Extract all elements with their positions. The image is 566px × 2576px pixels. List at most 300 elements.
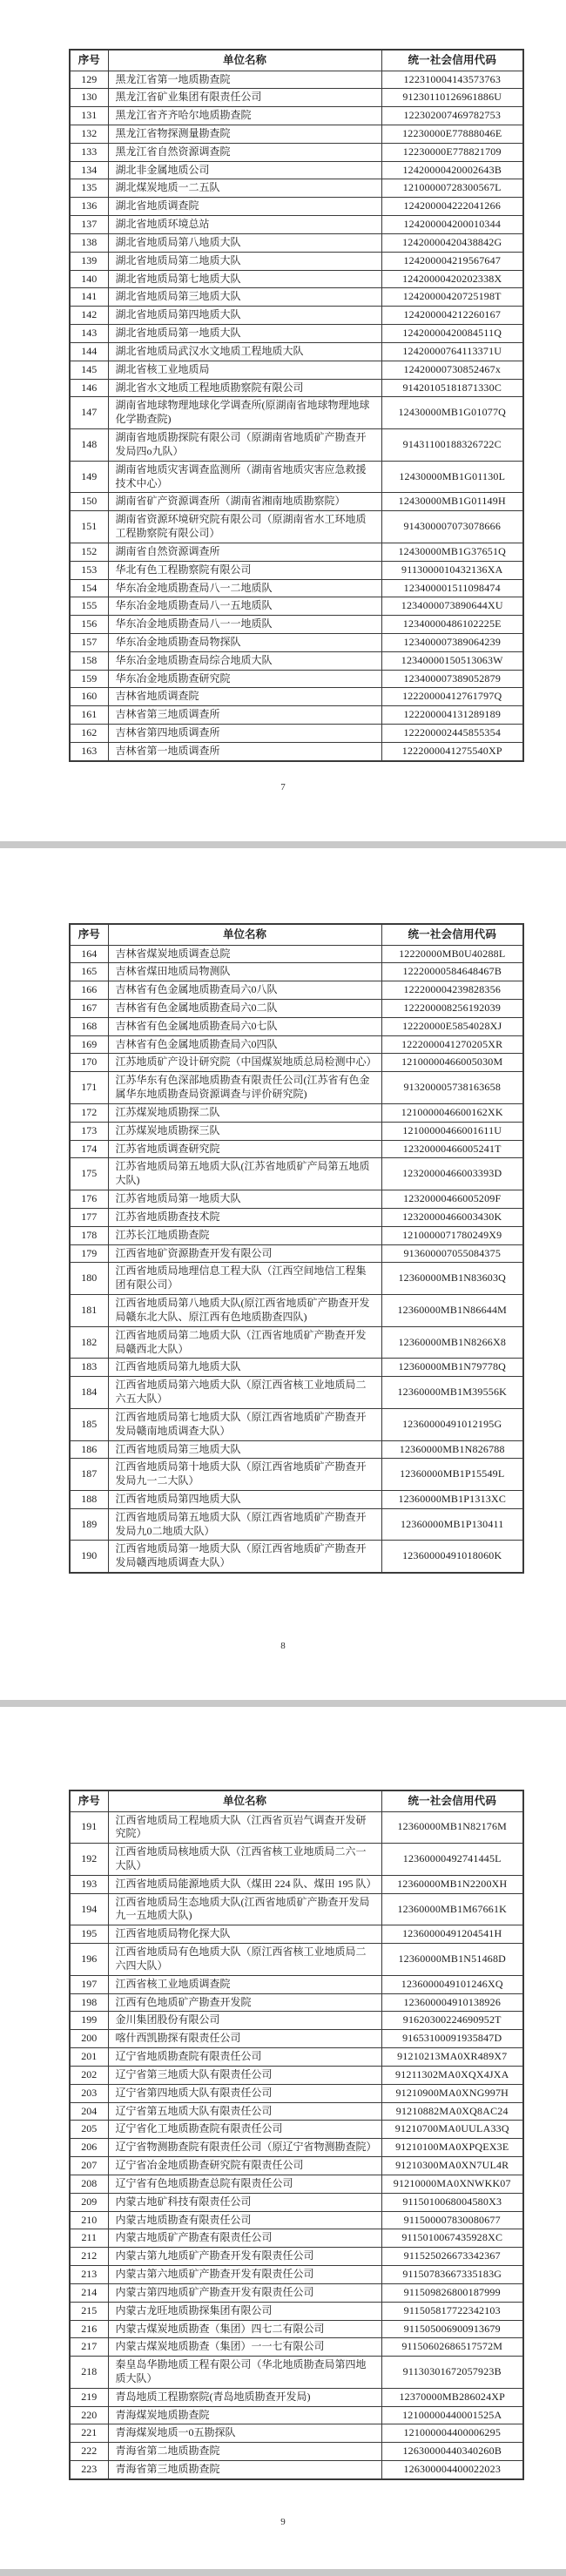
row-index-cell: 169 xyxy=(70,1035,108,1054)
table-row xyxy=(70,1226,523,1244)
credit-code-cell: 12370000MB286024XP xyxy=(381,2388,523,2406)
credit-code-cell: 913600007055084375 xyxy=(381,1244,523,1263)
credit-code-cell: 123600004910138926 xyxy=(381,1993,523,2012)
unit-name-cell: 江西省地质局第六地质大队（原江西省核工业地质局二六五大队） xyxy=(108,1377,381,1409)
row-index-cell: 187 xyxy=(70,1459,108,1491)
row-index-cell: 133 xyxy=(70,143,108,161)
table-row xyxy=(70,742,523,760)
unit-name-cell: 华东冶金地质勘查研究院 xyxy=(108,670,381,688)
table-row xyxy=(70,2030,523,2048)
row-index-cell: 177 xyxy=(70,1208,108,1226)
table-row xyxy=(70,1459,523,1491)
credit-code-cell: 124200004219567647 xyxy=(381,252,523,270)
table-row xyxy=(70,1508,523,1541)
table-row xyxy=(70,1359,523,1377)
row-index-cell: 220 xyxy=(70,2406,108,2424)
credit-code-cell: 122200002445855354 xyxy=(381,725,523,743)
unit-name-cell: 辽宁省第四地质大队有限责任公司 xyxy=(108,2084,381,2102)
credit-code-cell: 91230110126961886U xyxy=(381,89,523,107)
column-header-unit-name: 单位名称 xyxy=(108,924,381,945)
unit-name-cell: 江苏煤炭地质勘探三队 xyxy=(108,1122,381,1140)
page-separator xyxy=(0,2569,566,2576)
table-row xyxy=(70,107,523,125)
table-row xyxy=(70,1811,523,1844)
credit-code-cell: 12430000MB1G01149H xyxy=(381,493,523,511)
table-row xyxy=(70,1326,523,1359)
table-body xyxy=(70,1811,523,2479)
credit-code-cell: 1222000041270205XR xyxy=(381,1035,523,1054)
row-index-cell: 170 xyxy=(70,1054,108,1072)
row-index-cell: 212 xyxy=(70,2248,108,2266)
table-row xyxy=(70,179,523,198)
unit-name-cell: 青海省第二地质勘查院 xyxy=(108,2443,381,2461)
credit-code-cell: 12360000492741445L xyxy=(381,1844,523,1876)
row-index-cell: 155 xyxy=(70,597,108,616)
credit-code-cell: 12360000MB1N86644M xyxy=(381,1295,523,1327)
row-index-cell: 153 xyxy=(70,561,108,579)
table-row xyxy=(70,2229,523,2248)
row-index-cell: 158 xyxy=(70,651,108,670)
row-index-cell: 186 xyxy=(70,1440,108,1459)
row-index-cell: 183 xyxy=(70,1359,108,1377)
unit-name-cell: 江西省地质局第七地质大队（原江西省地质矿产勘查开发局赣南地质调查大队） xyxy=(108,1408,381,1440)
unit-name-cell: 江苏长江地质勘查院 xyxy=(108,1226,381,1244)
unit-name-cell: 江西省地质局能源地质大队（煤田 224 队、煤田 195 队） xyxy=(108,1875,381,1893)
unit-name-cell: 湖北省核工业地质局 xyxy=(108,361,381,379)
row-index-cell: 196 xyxy=(70,1944,108,1976)
unit-name-cell: 湖北省地质局武汉水文地质工程地质大队 xyxy=(108,342,381,361)
unit-name-cell: 吉林省地质调查院 xyxy=(108,688,381,706)
table-row xyxy=(70,1017,523,1035)
credit-code-cell: 12100000440001525A xyxy=(381,2406,523,2424)
unit-name-cell: 江西省地质局物化探大队 xyxy=(108,1925,381,1944)
unit-name-cell: 江苏省地质调查研究院 xyxy=(108,1140,381,1158)
credit-code-cell: 9113000010432136XA xyxy=(381,561,523,579)
credit-code-cell: 121000004400006295 xyxy=(381,2424,523,2443)
unit-name-cell: 江苏地质矿产设计研究院（中国煤炭地质总局检测中心） xyxy=(108,1054,381,1072)
unit-name-cell: 内蒙古第六地质矿产勘查开发有限责任公司 xyxy=(108,2266,381,2284)
row-index-cell: 210 xyxy=(70,2211,108,2229)
credit-code-cell: 12360000MB1N8266X8 xyxy=(381,1326,523,1359)
table-row xyxy=(70,89,523,107)
row-index-cell: 180 xyxy=(70,1263,108,1295)
unit-name-cell: 江苏省地质勘查技术院 xyxy=(108,1208,381,1226)
row-index-cell: 206 xyxy=(70,2139,108,2157)
row-index-cell: 202 xyxy=(70,2066,108,2084)
unit-name-cell: 江西省核工业地质调查院 xyxy=(108,1975,381,1993)
table-header-row xyxy=(70,1790,523,1811)
row-index-cell: 156 xyxy=(70,616,108,634)
credit-code-cell: 12420000420084511Q xyxy=(381,325,523,343)
credit-code-cell: 12430000MB1G01077Q xyxy=(381,397,523,429)
table-row xyxy=(70,270,523,288)
credit-code-cell: 91150602686517572M xyxy=(381,2338,523,2357)
table-row xyxy=(70,2357,523,2389)
column-header-credit-code: 统一社会信用代码 xyxy=(381,1790,523,1811)
table-row xyxy=(70,2406,523,2424)
table-row xyxy=(70,216,523,234)
row-index-cell: 195 xyxy=(70,1925,108,1944)
table-row xyxy=(70,143,523,161)
row-index-cell: 150 xyxy=(70,493,108,511)
unit-name-cell: 湖南省地质灾害调查监测所（湖南省地质灾害应急救援技术中心） xyxy=(108,461,381,493)
table-row xyxy=(70,1208,523,1226)
table-row xyxy=(70,2157,523,2175)
credit-code-cell: 12320000466003393D xyxy=(381,1158,523,1190)
credit-code-cell: 12360000MB1N51468D xyxy=(381,1944,523,1976)
credit-code-cell: 12360000MB1P15549L xyxy=(381,1459,523,1491)
table-row xyxy=(70,1035,523,1054)
table-row xyxy=(70,2461,523,2479)
unit-name-cell: 青海省第三地质勘查院 xyxy=(108,2461,381,2479)
credit-code-cell: 124200004212260167 xyxy=(381,307,523,325)
credit-code-cell: 12360000MB1N2200XH xyxy=(381,1875,523,1893)
table-row xyxy=(70,561,523,579)
credit-code-cell: 91211302MA0XQX4JXA xyxy=(381,2066,523,2084)
row-index-cell: 215 xyxy=(70,2302,108,2320)
row-index-cell: 217 xyxy=(70,2338,108,2357)
document-page xyxy=(0,0,566,841)
row-index-cell: 188 xyxy=(70,1491,108,1509)
table-row xyxy=(70,2048,523,2067)
unit-name-cell: 吉林省第四地质调查所 xyxy=(108,725,381,743)
unit-name-cell: 吉林省有色金属地质勘查局六0八队 xyxy=(108,981,381,1000)
row-index-cell: 154 xyxy=(70,579,108,597)
table-row xyxy=(70,1408,523,1440)
unit-name-cell: 湖北省地质局第八地质大队 xyxy=(108,233,381,252)
row-index-cell: 197 xyxy=(70,1975,108,1993)
unit-name-cell: 江西省地质局核地质大队（江西省核工业地质局二六一大队） xyxy=(108,1844,381,1876)
table-row xyxy=(70,252,523,270)
credit-code-cell: 12420000764113371U xyxy=(381,342,523,361)
unit-name-cell: 江西省地质局地理信息工程大队（江西空间地信工程集团有限公司） xyxy=(108,1263,381,1295)
table-row xyxy=(70,288,523,307)
credit-code-cell: 12360000MB1M39556K xyxy=(381,1377,523,1409)
table-row xyxy=(70,1158,523,1190)
table-row xyxy=(70,1122,523,1140)
unit-name-cell: 华北有色工程勘察院有限公司 xyxy=(108,561,381,579)
unit-name-cell: 吉林省煤炭地质调查总院 xyxy=(108,945,381,963)
credit-code-cell: 12420000420725198T xyxy=(381,288,523,307)
row-index-cell: 159 xyxy=(70,670,108,688)
unit-name-cell: 湖南省自然资源调查所 xyxy=(108,543,381,561)
row-index-cell: 214 xyxy=(70,2283,108,2302)
unit-name-cell: 江苏省地质局第一地质大队 xyxy=(108,1190,381,1209)
row-index-cell: 146 xyxy=(70,379,108,397)
table-row xyxy=(70,1491,523,1509)
credit-code-cell: 12360000MB1P1313XC xyxy=(381,1491,523,1509)
table-row xyxy=(70,1844,523,1876)
table-row xyxy=(70,670,523,688)
table-row xyxy=(70,2139,523,2157)
unit-name-cell: 辽宁省冶金地质勘查研究院有限责任公司 xyxy=(108,2157,381,2175)
table-row xyxy=(70,2302,523,2320)
row-index-cell: 151 xyxy=(70,511,108,543)
credit-code-cell: 126300004400022023 xyxy=(381,2461,523,2479)
credit-code-cell: 12630000440340260B xyxy=(381,2443,523,2461)
credit-code-cell: 91431100188326722C xyxy=(381,429,523,462)
row-index-cell: 176 xyxy=(70,1190,108,1209)
row-index-cell: 139 xyxy=(70,252,108,270)
row-index-cell: 130 xyxy=(70,89,108,107)
table-row xyxy=(70,634,523,652)
column-header-credit-code: 统一社会信用代码 xyxy=(381,50,523,71)
row-index-cell: 160 xyxy=(70,688,108,706)
credit-code-cell: 1236000049101246XQ xyxy=(381,1975,523,1993)
row-index-cell: 144 xyxy=(70,342,108,361)
table-row xyxy=(70,1103,523,1122)
unit-name-cell: 湖南省地球物理地球化学调查所(原湖南省地球物理地球化学勘查院) xyxy=(108,397,381,429)
table-row xyxy=(70,1295,523,1327)
unit-name-cell: 黑龙江省物探测量勘查院 xyxy=(108,125,381,143)
credit-code-cell: 123400001511098474 xyxy=(381,579,523,597)
unit-name-cell: 黑龙江省第一地质勘查院 xyxy=(108,71,381,89)
unit-name-cell: 湖北省水文地质工程地质勘察院有限公司 xyxy=(108,379,381,397)
table-row xyxy=(70,307,523,325)
unit-name-cell: 吉林省有色金属地质勘查局六0七队 xyxy=(108,1017,381,1035)
unit-name-cell: 黑龙江省自然资源调查院 xyxy=(108,143,381,161)
row-index-cell: 174 xyxy=(70,1140,108,1158)
credit-code-cell: 91210700MA0UULA33Q xyxy=(381,2121,523,2139)
unit-name-cell: 江西省地质局第一地质大队（原江西省地质矿产勘查开发局赣西地质调查大队） xyxy=(108,1541,381,1573)
unit-name-cell: 吉林省第三地质调查所 xyxy=(108,706,381,725)
row-index-cell: 145 xyxy=(70,361,108,379)
row-index-cell: 162 xyxy=(70,725,108,743)
table-row xyxy=(70,233,523,252)
unit-name-cell: 华东冶金地质勘查局八一一地质队 xyxy=(108,616,381,634)
unit-name-cell: 湖北省地质环境总站 xyxy=(108,216,381,234)
unit-name-cell: 江苏华东有色深部地质勘查有限责任公司(江苏省有色金属华东地质勘查局资源调查与评价研究院) xyxy=(108,1072,381,1104)
credit-code-cell: 1210000071780249X9 xyxy=(381,1226,523,1244)
row-index-cell: 179 xyxy=(70,1244,108,1263)
row-index-cell: 131 xyxy=(70,107,108,125)
table-row xyxy=(70,945,523,963)
column-header-unit-name: 单位名称 xyxy=(108,1790,381,1811)
unit-name-cell: 湖北煤炭地质一二五队 xyxy=(108,179,381,198)
unit-name-cell: 湖北省地质局第一地质大队 xyxy=(108,325,381,343)
row-index-cell: 152 xyxy=(70,543,108,561)
unit-name-cell: 内蒙古第九地质矿产勘查开发有限责任公司 xyxy=(108,2248,381,2266)
table-row xyxy=(70,71,523,89)
credit-code-cell: 124200004222041266 xyxy=(381,198,523,216)
unit-name-cell: 辽宁省化工地质勘查院有限责任公司 xyxy=(108,2121,381,2139)
credit-code-cell: 12100000728300567L xyxy=(381,179,523,198)
table-row xyxy=(70,597,523,616)
unit-name-cell: 金川集团股份有限公司 xyxy=(108,2012,381,2030)
unit-name-cell: 江苏省地质局第五地质大队(江苏省地质矿产局第五地质大队) xyxy=(108,1158,381,1190)
credit-code-cell: 12360000MB1N82176M xyxy=(381,1811,523,1844)
credit-code-cell: 91150783667335183G xyxy=(381,2266,523,2284)
unit-name-cell: 内蒙古煤炭地质勘查（集团）四七二有限公司 xyxy=(108,2320,381,2338)
units-table xyxy=(69,1790,524,2480)
row-index-cell: 223 xyxy=(70,2461,108,2479)
page-number: 9 xyxy=(280,2517,286,2527)
table-row xyxy=(70,2320,523,2338)
table-row xyxy=(70,2084,523,2102)
unit-name-cell: 江西省地质局第四地质大队 xyxy=(108,1491,381,1509)
credit-code-cell: 12360000MB1N83603Q xyxy=(381,1263,523,1295)
table-row xyxy=(70,1975,523,1993)
row-index-cell: 200 xyxy=(70,2030,108,2048)
table-row xyxy=(70,379,523,397)
unit-name-cell: 江西省地质局生态地质大队(江西省地质矿产勘查开发局九一五地质大队) xyxy=(108,1893,381,1925)
credit-code-cell: 12420000730852467x xyxy=(381,361,523,379)
credit-code-cell: 12360000491204541H xyxy=(381,1925,523,1944)
table-body xyxy=(70,71,523,761)
credit-code-cell: 122302007469782753 xyxy=(381,107,523,125)
table-row xyxy=(70,2266,523,2284)
table-row xyxy=(70,198,523,216)
table-row xyxy=(70,1925,523,1944)
unit-name-cell: 黑龙江省矿业集团有限责任公司 xyxy=(108,89,381,107)
unit-name-cell: 内蒙古地质矿产勘查有限责任公司 xyxy=(108,2229,381,2248)
row-index-cell: 129 xyxy=(70,71,108,89)
page-number: 7 xyxy=(280,782,286,792)
row-index-cell: 219 xyxy=(70,2388,108,2406)
unit-name-cell: 辽宁省有色地质勘查总院有限责任公司 xyxy=(108,2175,381,2193)
table-row xyxy=(70,1993,523,2012)
row-index-cell: 205 xyxy=(70,2121,108,2139)
row-index-cell: 166 xyxy=(70,981,108,1000)
unit-name-cell: 江西省地质局第五地质大队（原江西省地质矿产勘查开发局九0二地质大队） xyxy=(108,1508,381,1541)
row-index-cell: 182 xyxy=(70,1326,108,1359)
credit-code-cell: 1234000073890644XU xyxy=(381,597,523,616)
row-index-cell: 175 xyxy=(70,1158,108,1190)
table-row xyxy=(70,1440,523,1459)
row-index-cell: 181 xyxy=(70,1295,108,1327)
row-index-cell: 213 xyxy=(70,2266,108,2284)
credit-code-cell: 12430000MB1G37651Q xyxy=(381,543,523,561)
table-row xyxy=(70,325,523,343)
table-row xyxy=(70,461,523,493)
row-index-cell: 209 xyxy=(70,2193,108,2211)
document-page xyxy=(0,1707,566,2569)
table-row xyxy=(70,342,523,361)
table-row xyxy=(70,2066,523,2084)
unit-name-cell: 吉林省煤田地质局物测队 xyxy=(108,963,381,981)
credit-code-cell: 122200004239828356 xyxy=(381,981,523,1000)
unit-name-cell: 湖北省地质局第二地质大队 xyxy=(108,252,381,270)
credit-code-cell: 91653100091935847D xyxy=(381,2030,523,2048)
unit-name-cell: 黑龙江省齐齐哈尔地质勘查院 xyxy=(108,107,381,125)
table-header-row xyxy=(70,50,523,71)
credit-code-cell: 12100000466001611U xyxy=(381,1122,523,1140)
credit-code-cell: 91620300224690952T xyxy=(381,2012,523,2030)
unit-name-cell: 辽宁省第五地质大队有限责任公司 xyxy=(108,2102,381,2121)
table-row xyxy=(70,161,523,179)
row-index-cell: 184 xyxy=(70,1377,108,1409)
row-index-cell: 165 xyxy=(70,963,108,981)
table-row xyxy=(70,1054,523,1072)
credit-code-cell: 12220000584648467B xyxy=(381,963,523,981)
row-index-cell: 185 xyxy=(70,1408,108,1440)
table-row xyxy=(70,1377,523,1409)
row-index-cell: 164 xyxy=(70,945,108,963)
credit-code-cell: 12360000MB1N79778Q xyxy=(381,1359,523,1377)
row-index-cell: 216 xyxy=(70,2320,108,2338)
unit-name-cell: 湖北省地质局第四地质大队 xyxy=(108,307,381,325)
unit-name-cell: 华东冶金地质勘查局八一五地质队 xyxy=(108,597,381,616)
unit-name-cell: 秦皇岛华勘地质工程有限公司（华北地质勘查局第四地质大队） xyxy=(108,2357,381,2389)
unit-name-cell: 江西省地质局第三地质大队 xyxy=(108,1440,381,1459)
table-row xyxy=(70,493,523,511)
unit-name-cell: 江西省地质局第十地质大队（原江西省地质矿产勘查开发局九一二大队） xyxy=(108,1459,381,1491)
credit-code-cell: 12230000E778821709 xyxy=(381,143,523,161)
row-index-cell: 163 xyxy=(70,742,108,760)
column-header-credit-code: 统一社会信用代码 xyxy=(381,924,523,945)
table-row xyxy=(70,2338,523,2357)
document-page xyxy=(0,848,566,1700)
unit-name-cell: 华东冶金地质勘查局物探队 xyxy=(108,634,381,652)
unit-name-cell: 江西省地质局第二地质大队（江西省地质矿产勘查开发局赣西北大队） xyxy=(108,1326,381,1359)
row-index-cell: 191 xyxy=(70,1811,108,1844)
unit-name-cell: 内蒙古第四地质矿产勘查开发有限责任公司 xyxy=(108,2283,381,2302)
credit-code-cell: 12220000E5854028XJ xyxy=(381,1017,523,1035)
table-row xyxy=(70,1944,523,1976)
credit-code-cell: 12360000MB1P130411 xyxy=(381,1508,523,1541)
credit-code-cell: 12420000420202338X xyxy=(381,270,523,288)
unit-name-cell: 湖南省矿产资源调查所（湖南省湘南地质勘察院） xyxy=(108,493,381,511)
credit-code-cell: 12360000MB1M67661K xyxy=(381,1893,523,1925)
table-row xyxy=(70,2283,523,2302)
credit-code-cell: 911509826800187999 xyxy=(381,2283,523,2302)
table-row xyxy=(70,543,523,561)
unit-name-cell: 江西省地矿资源勘查开发有限公司 xyxy=(108,1244,381,1263)
column-header-unit-name: 单位名称 xyxy=(108,50,381,71)
credit-code-cell: 91210100MA0XPQEX3E xyxy=(381,2139,523,2157)
table-row xyxy=(70,1541,523,1573)
unit-name-cell: 江西省地质局有色地质大队（原江西省核工业地质局二六四大队） xyxy=(108,1944,381,1976)
table-row xyxy=(70,2102,523,2121)
unit-name-cell: 内蒙古地质勘查有限责任公司 xyxy=(108,2211,381,2229)
column-header-index: 序号 xyxy=(70,1790,108,1811)
unit-name-cell: 吉林省有色金属地质勘查局六0二队 xyxy=(108,999,381,1017)
unit-name-cell: 青海煤炭地质一0五勘探队 xyxy=(108,2424,381,2443)
table-body xyxy=(70,945,523,1573)
credit-code-cell: 12220000412761797Q xyxy=(381,688,523,706)
table-row xyxy=(70,1244,523,1263)
unit-name-cell: 吉林省有色金属地质勘查局六0四队 xyxy=(108,1035,381,1054)
credit-code-cell: 12340000486102225E xyxy=(381,616,523,634)
credit-code-cell: 914300007073078666 xyxy=(381,511,523,543)
unit-name-cell: 江西省地质局工程地质大队（江西省页岩气调查开发研究院） xyxy=(108,1811,381,1844)
page-separator xyxy=(0,841,566,848)
column-header-index: 序号 xyxy=(70,50,108,71)
credit-code-cell: 91210900MA0XNG997H xyxy=(381,2084,523,2102)
table-row xyxy=(70,981,523,1000)
credit-code-cell: 122310004143573763 xyxy=(381,71,523,89)
credit-code-cell: 1210000046600162XK xyxy=(381,1103,523,1122)
credit-code-cell: 9115010067435928XC xyxy=(381,2229,523,2248)
table-row xyxy=(70,1072,523,1104)
credit-code-cell: 12320000466003430K xyxy=(381,1208,523,1226)
page-separator xyxy=(0,1700,566,1707)
row-index-cell: 140 xyxy=(70,270,108,288)
unit-name-cell: 江西省地质局第九地质大队 xyxy=(108,1359,381,1377)
unit-name-cell: 辽宁省第三地质大队有限责任公司 xyxy=(108,2066,381,2084)
table-row xyxy=(70,1263,523,1295)
table-header-row xyxy=(70,924,523,945)
row-index-cell: 208 xyxy=(70,2175,108,2193)
row-index-cell: 221 xyxy=(70,2424,108,2443)
row-index-cell: 190 xyxy=(70,1541,108,1573)
row-index-cell: 192 xyxy=(70,1844,108,1876)
unit-name-cell: 吉林省第一地质调查所 xyxy=(108,742,381,760)
row-index-cell: 198 xyxy=(70,1993,108,2012)
credit-code-cell: 12360000MB1N826788 xyxy=(381,1440,523,1459)
unit-name-cell: 内蒙古龙旺地质勘探集团有限公司 xyxy=(108,2302,381,2320)
row-index-cell: 207 xyxy=(70,2157,108,2175)
